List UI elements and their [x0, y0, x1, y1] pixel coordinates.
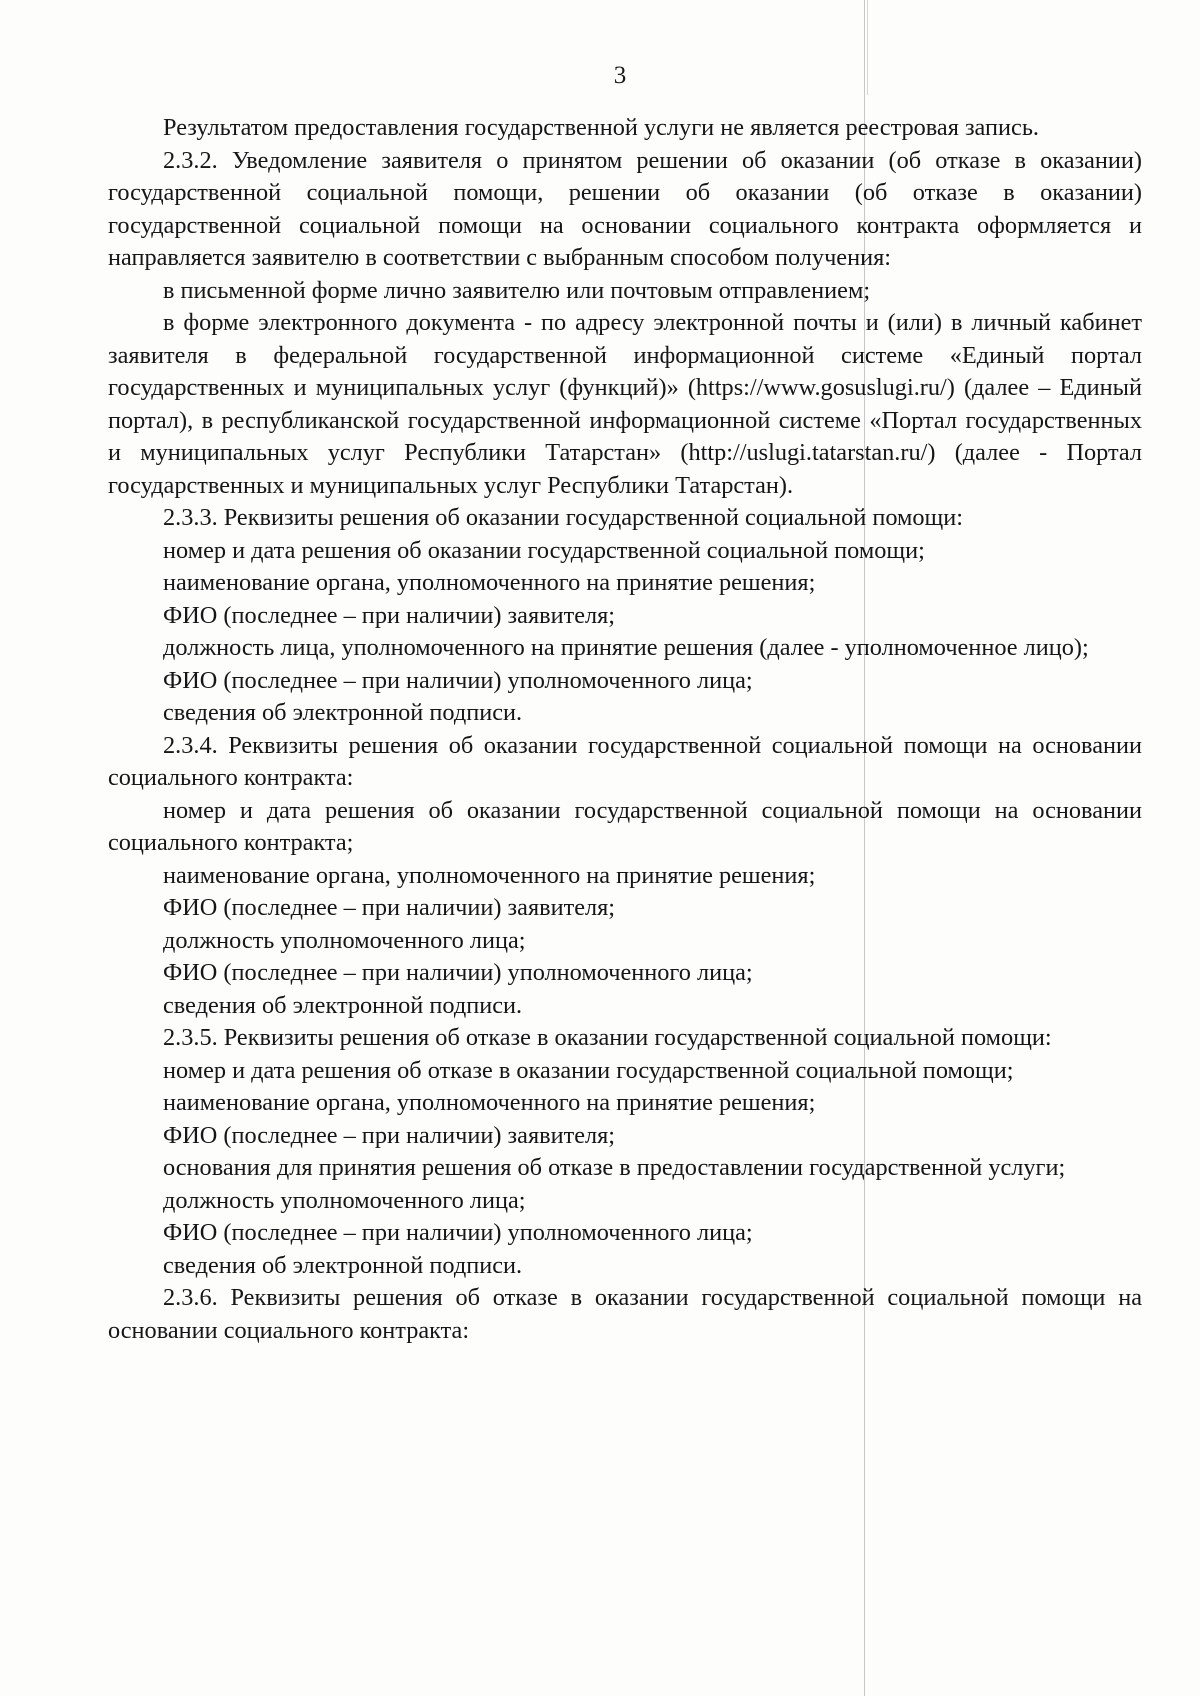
paragraph-2-3-6: 2.3.6. Реквизиты решения об отказе в оказании государственной социальной помощи на основании социального контракта: [108, 1284, 1142, 1344]
paragraph-2-3-3: 2.3.3. Реквизиты решения об оказании государственной социальной помощи: [163, 504, 963, 531]
list-item: должность уполномоченного лица; [163, 1186, 526, 1214]
list-item: ФИО (последнее – при наличии) заявителя; [163, 894, 616, 921]
paragraph-electronic-form: в форме электронного документа - по адресу электронной почты и (или) в личный кабинет заявителя в федеральной государственной информационной системе «Единый портал государственных и муниципальных услуг (функций)» (https://www.gosuslugi.ru/) (далее – Единый портал), в республиканской государственной информационной системе «Портал государственных и муниципальных услуг Республики Татарстан» (http://uslugi.tatarstan.ru/) (далее - Портал государственных и муниципальных услуг Республики Татарстан). [108, 309, 1142, 499]
list-item: наименование органа, уполномоченного на принятие решения; [163, 861, 816, 889]
list-item: основания для принятия решения об отказе в предоставлении государственной услуги; [163, 1154, 1066, 1181]
list-item: сведения об электронной подписи. [163, 1251, 523, 1279]
list-item: должность лица, уполномоченного на принятие решения (далее - уполномоченное лицо); [163, 634, 1089, 661]
list-item: должность уполномоченного лица; [163, 926, 526, 954]
list-item: ФИО (последнее – при наличии) уполномоченного лица; [163, 1219, 753, 1246]
list-item: ФИО (последнее – при наличии) заявителя; [163, 601, 616, 629]
paragraph-2-3-5: 2.3.5. Реквизиты решения об отказе в оказании государственной социальной помощи: [163, 1024, 1052, 1051]
paragraph-2-3-2: 2.3.2. Уведомление заявителя о принятом решении об оказании (об отказе в оказании) государственной социальной помощи, решении об оказании (об отказе в оказании) государственной социальной помощи на основании социального контракта оформляется и направляется заявителю в соответствии с выбранным способом получения: [108, 146, 1142, 271]
list-item: номер и дата решения об отказе в оказании государственной социальной помощи; [163, 1056, 1014, 1084]
list-item: сведения об электронной подписи. [163, 699, 523, 726]
list-item: наименование органа, уполномоченного на принятие решения; [163, 1089, 816, 1116]
paragraph-written-form: в письменной форме лично заявителю или почтовым отправлением; [163, 276, 871, 304]
document-body [108, 112, 1142, 1347]
paragraph-2-3-4: 2.3.4. Реквизиты решения об оказании государственной социальной помощи на основании социального контракта: [108, 731, 1142, 791]
list-item: ФИО (последнее – при наличии) заявителя; [163, 1121, 616, 1149]
list-item: сведения об электронной подписи. [163, 991, 523, 1019]
list-item: ФИО (последнее – при наличии) уполномоченного лица; [163, 666, 753, 694]
list-item: номер и дата решения об оказании государственной социальной помощи; [163, 536, 925, 564]
page-number: 3 [613, 62, 627, 89]
list-item: ФИО (последнее – при наличии) уполномоченного лица; [163, 959, 753, 986]
list-item: номер и дата решения об оказании государственной социальной помощи на основании социального контракта; [108, 796, 1142, 856]
paragraph-result: Результатом предоставления государственной услуги не является реестровая запись. [163, 114, 1039, 141]
list-item: наименование органа, уполномоченного на принятие решения; [163, 569, 816, 596]
